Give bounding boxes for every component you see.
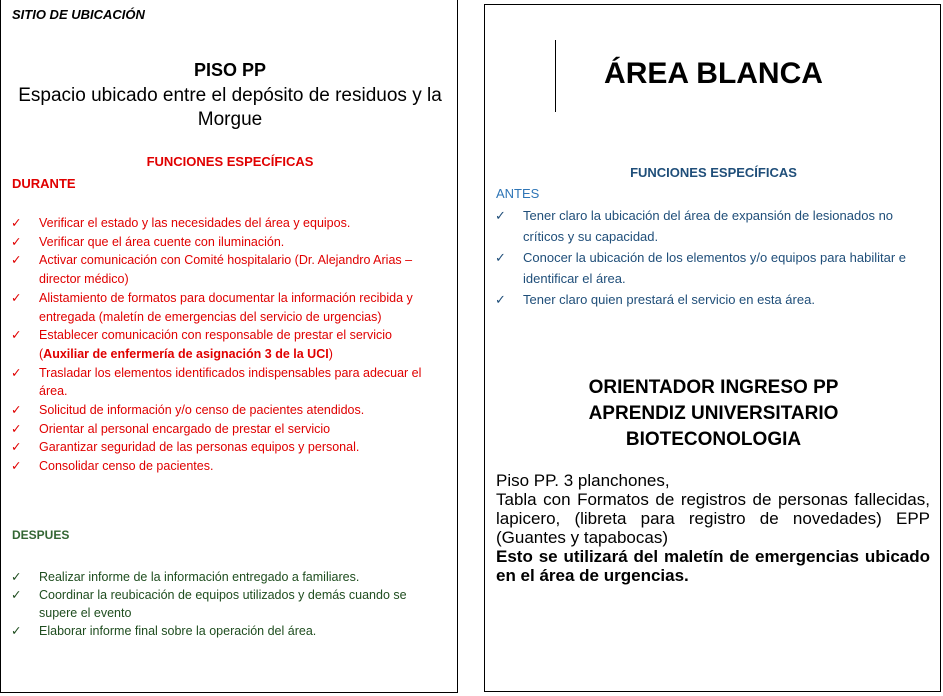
durante-heading: DURANTE [12,176,76,191]
orientador-line-2: APRENDIZ UNIVERSITARIO [588,403,839,424]
resources-paragraph [496,471,930,585]
check-icon: ✓ [11,328,22,343]
check-icon: ✓ [11,290,22,305]
durante-list [11,214,441,476]
check-icon: ✓ [495,250,506,265]
responsable-bold: Auxiliar de enfermería de asignación 3 de la UCI [43,346,329,361]
check-icon: ✓ [495,208,506,223]
antes-list [495,205,925,310]
para-line-1: Piso PP. 3 planchones, [496,471,670,490]
list-item: ✓ Orientar al personal encargado de prestar el servicio [11,420,441,439]
despues-heading: DESPUES [12,528,70,542]
antes-heading: ANTES [496,186,540,201]
check-icon: ✓ [11,588,22,602]
list-item: ✓ Alistamiento de formatos para documentar la información recibida y entregada (maletín de emergencias del servicio de urgencias) [11,290,413,324]
check-icon: ✓ [11,570,22,584]
check-icon: ✓ [495,292,506,307]
list-item: ✓ Realizar informe de la información entregado a familiares. [11,570,360,584]
check-icon: ✓ [11,421,22,436]
check-icon: ✓ [11,365,22,380]
sitio-label: SITIO DE UBICACIÓN [12,7,145,22]
check-icon: ✓ [11,624,22,638]
list-item: ✓ Garantizar seguridad de las personas equipos y personal. [11,438,441,457]
para-line-2: Tabla con Formatos de registros de personas fallecidas, lapicero, (libreta para registro de novedades) EPP (Guantes y tapabocas) [496,490,930,547]
funciones-heading: FUNCIONES ESPECÍFICAS [146,154,314,169]
check-icon: ✓ [11,459,22,474]
list-item: ✓ Consolidar censo de pacientes. [11,457,441,476]
right-card [484,4,941,692]
list-item: ✓ Establecer comunicación con responsable de prestar el servicio (Auxiliar de enfermería de asignación 3 de la UCI) [11,328,392,361]
orientador-line-3: BIOTECONOLOGIA [625,429,802,450]
list-item: ✓ Trasladar los elementos identificados indispensables para adecuar el área. [11,365,422,399]
list-item: ✓ Solicitud de información y/o censo de pacientes atendidos. [11,401,441,420]
orientador-line-1: ORIENTADOR INGRESO PP [588,377,839,398]
area-title: ÁREA BLANCA [604,57,823,90]
list-item: ✓ Coordinar la reubicación de equipos utilizados y demás cuando se supere el evento [11,588,407,620]
funciones-heading: FUNCIONES ESPECÍFICAS [630,165,797,180]
list-item: ✓ Activar comunicación con Comité hospitalario (Dr. Alejandro Arias – director médico) [11,253,413,287]
check-icon: ✓ [11,403,22,418]
list-item: ✓ Elaborar informe final sobre la operación del área. [11,624,317,638]
check-icon: ✓ [11,253,22,268]
check-icon: ✓ [11,440,22,455]
piso-title: PISO PP [193,60,267,80]
left-card [0,0,458,693]
para-line-3: Esto se utilizará del maletín de emergencias ubicado en el área de urgencias. [496,547,930,585]
list-item: ✓ Verificar que el área cuente con iluminación. [11,233,441,252]
orientador-heading [485,375,942,453]
check-icon: ✓ [11,216,22,230]
list-item: ✓ Tener claro la ubicación del área de expansión de lesionados no críticos y su capacidad. [495,205,925,247]
despues-list [11,568,421,640]
list-item: ✓ Verificar el estado y las necesidades del área y equipos. [11,214,441,233]
list-item: ✓ Conocer la ubicación de los elementos y/o equipos para habilitar e identificar el área. [495,247,925,289]
list-item: ✓ Tener claro quien prestará el servicio en esta área. [495,289,925,310]
espacio-description: Espacio ubicado entre el depósito de residuos y la Morgue [18,85,442,130]
check-icon: ✓ [11,234,22,249]
